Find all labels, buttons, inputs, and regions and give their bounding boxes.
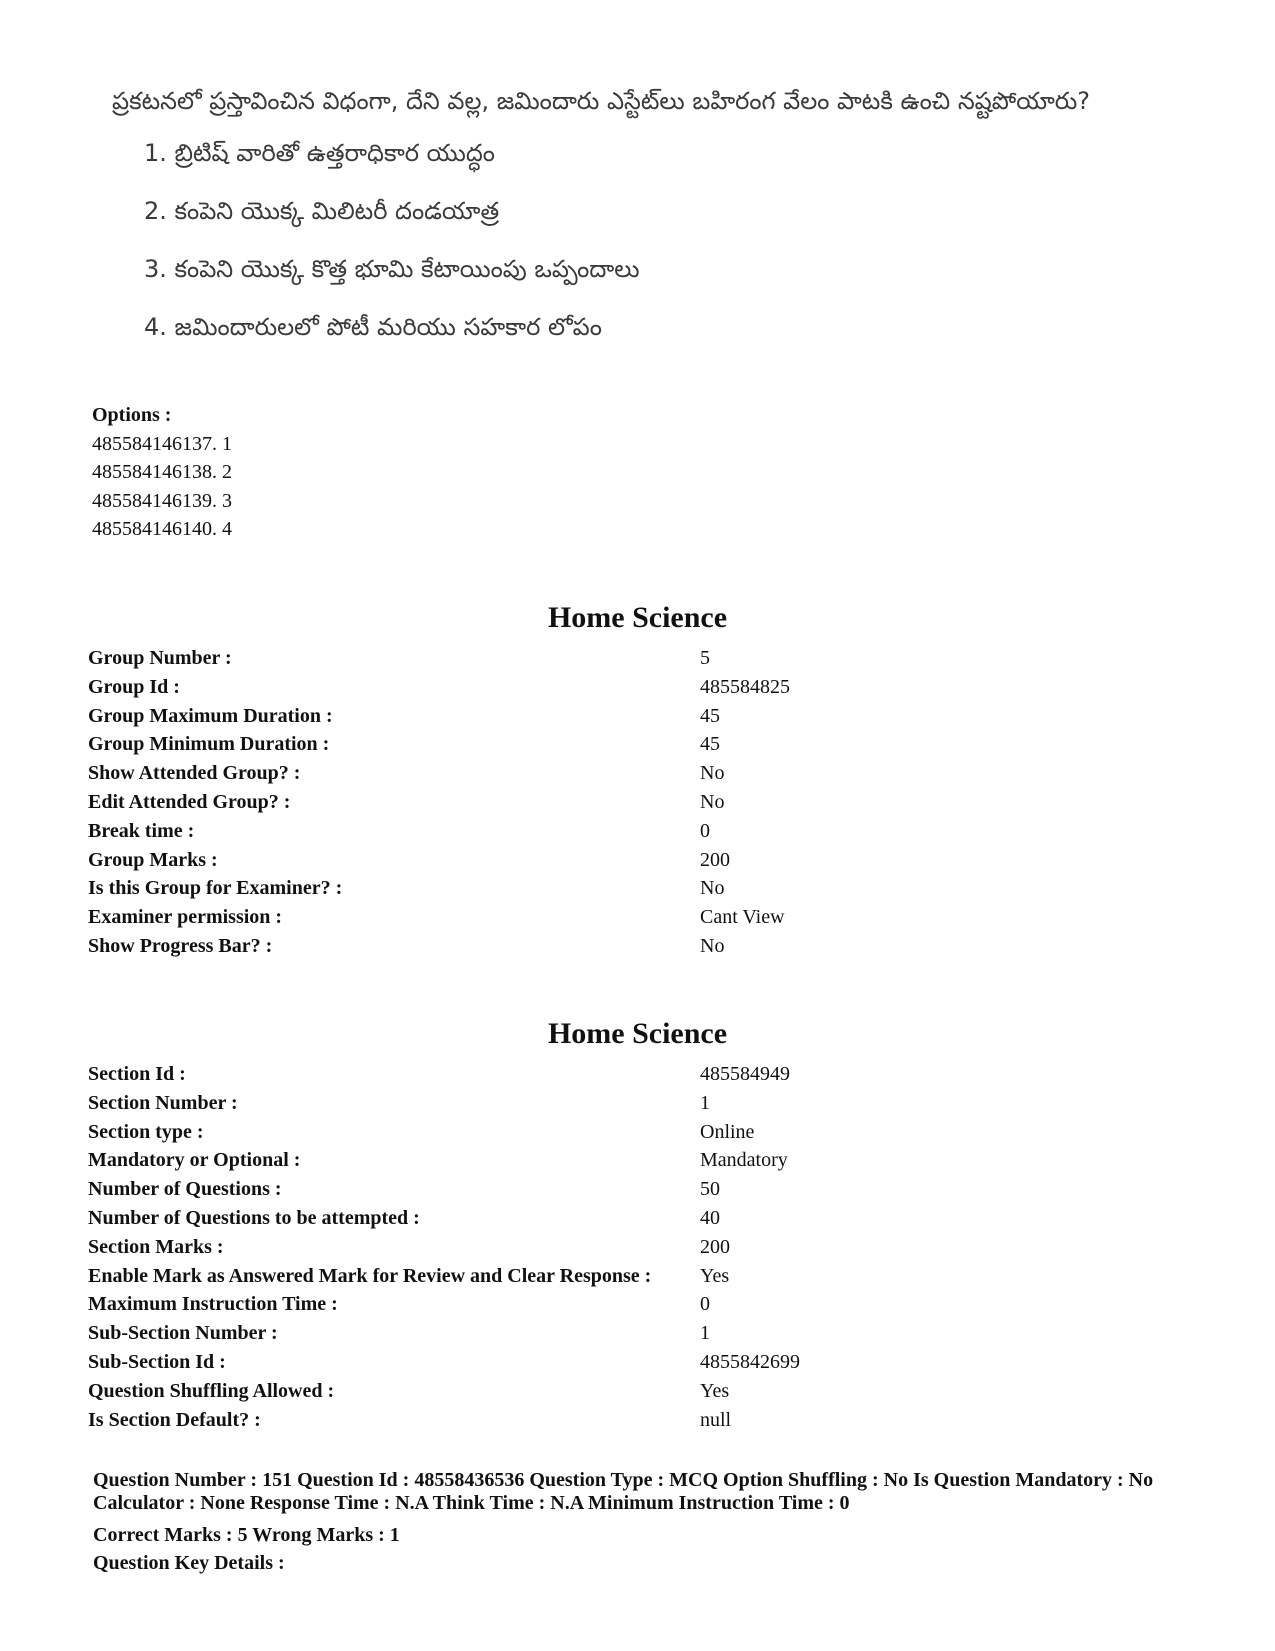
row-label: Show Progress Bar? : (88, 934, 273, 957)
row-label: Break time : (88, 819, 195, 842)
row-label: Number of Questions to be attempted : (88, 1206, 420, 1229)
row-value: 50 (700, 1178, 720, 1201)
row-label: Show Attended Group? : (88, 762, 301, 785)
row-label: Sub-Section Number : (88, 1322, 278, 1345)
option-id-1: 485584146137. 1 (92, 432, 232, 455)
marks-line: Correct Marks : 5 Wrong Marks : 1 (93, 1524, 400, 1546)
row-label: Number of Questions : (88, 1178, 282, 1201)
row-value: No (700, 790, 725, 813)
row-label: Is Section Default? : (88, 1408, 261, 1431)
row-label: Group Number : (88, 647, 232, 669)
row-label: Section Id : (88, 1063, 186, 1085)
option-id-3: 485584146139. 3 (92, 489, 232, 512)
option-id-4: 485584146140. 4 (92, 518, 232, 540)
question-option-2: 2. కంపెని యొక్క మిలిటరీ దండయాత్ర (144, 197, 500, 225)
row-value: No (700, 762, 725, 785)
row-value: 200 (700, 848, 730, 871)
row-label: Group Minimum Duration : (88, 733, 330, 756)
row-value: No (700, 934, 725, 957)
row-value: Yes (700, 1264, 730, 1287)
row-value: Online (700, 1120, 755, 1143)
row-value: 485584949 (700, 1063, 790, 1085)
row-label: Group Marks : (88, 848, 218, 871)
row-label: Sub-Section Id : (88, 1350, 226, 1373)
question-meta-line: Question Number : 151 Question Id : 48558436536 Question Type : MCQ Option Shuffling : No Is Question Mandatory : No Calculator : None Response Time : N.A Think Time : N.A Minimum Instruction Time : 0 (93, 1469, 1154, 1514)
section-title: Home Science (547, 1017, 728, 1050)
row-label: Enable Mark as Answered Mark for Review and Clear Response : (88, 1264, 652, 1287)
group-title: Home Science (547, 601, 728, 634)
row-label: Examiner permission : (88, 906, 283, 929)
row-label: Maximum Instruction Time : (88, 1293, 338, 1316)
row-value: 45 (700, 704, 720, 727)
question-option-3: 3. కంపెని యొక్క కొత్త భూమి కేటాయింపు ఒప్పందాలు (144, 255, 640, 283)
row-value: 485584825 (700, 675, 790, 698)
row-value: 1 (700, 1091, 710, 1114)
row-value: 0 (700, 1293, 710, 1316)
question-text: ప్రకటనలో ప్రస్తావించిన విధంగా, దేని వల్ల, జమిందారు ఎస్టేట్‌లు బహిరంగ వేలం పాటకి ఉంచి నష్టపోయారు? (112, 87, 1091, 115)
row-value: Yes (700, 1379, 730, 1402)
row-value: 40 (700, 1206, 720, 1229)
row-value: 200 (700, 1235, 730, 1258)
question-key-details: Question Key Details : (93, 1552, 285, 1574)
row-value: 0 (700, 819, 710, 842)
row-label: Group Maximum Duration : (88, 704, 333, 727)
row-value: Mandatory (700, 1149, 788, 1172)
row-label: Is this Group for Examiner? : (88, 877, 343, 900)
options-title: Options : (92, 404, 172, 426)
question-meta (93, 1469, 1213, 1577)
telugu-question-image (112, 84, 1092, 368)
row-value: 4855842699 (700, 1350, 800, 1373)
row-label: Section type : (88, 1120, 204, 1143)
question-option-4: 4. జమిందారులలో పోటీ మరియు సహకార లోపం (144, 313, 602, 341)
row-label: Group Id : (88, 675, 180, 698)
question-option-1: 1. బ్రిటిష్ వారితో ఉత్తరాధికార యుద్ధం (144, 139, 495, 167)
row-label: Question Shuffling Allowed : (88, 1379, 335, 1402)
row-value: 45 (700, 733, 720, 756)
row-value: null (700, 1408, 732, 1431)
row-label: Edit Attended Group? : (88, 790, 291, 813)
row-value: No (700, 877, 725, 900)
row-label: Section Number : (88, 1091, 238, 1114)
row-value: 1 (700, 1322, 710, 1345)
row-label: Mandatory or Optional : (88, 1149, 301, 1172)
row-value: 5 (700, 647, 710, 669)
row-label: Section Marks : (88, 1235, 224, 1258)
row-value: Cant View (700, 906, 785, 929)
option-id-2: 485584146138. 2 (92, 461, 232, 483)
options-list (92, 401, 232, 544)
